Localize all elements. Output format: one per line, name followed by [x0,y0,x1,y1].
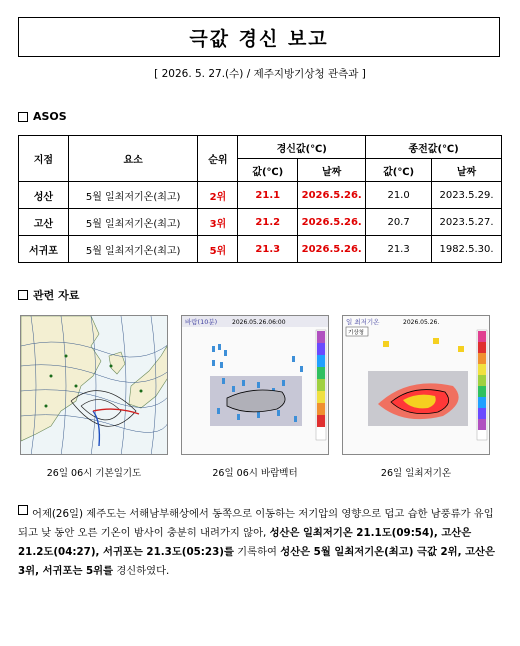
cell-value: 21.1 [238,182,298,209]
checkbox-icon [18,290,28,300]
cell-date: 2026.5.26. [298,209,366,236]
weather-chart-caption: 26일 06시 기본일기도 [46,468,142,479]
summary-text-1: 어제(26일) 제주도는 서해남부해상에서 동쪽으로 이동하는 저기압의 영향으로 덥고 습한 남풍류가 유입되고 낮 동안 오른 기온이 밤사이 충분히 내려가지 않아, [18,508,494,539]
cell-station: 고산 [19,209,69,236]
section-asos [18,110,67,123]
summary-text-3: 기록하여 [233,546,281,558]
min-temp-date: 2026.05.26. [403,319,440,326]
page-title: 극값 경신 보고 [18,17,500,57]
summary-text-2: 성산은 일최저기온 21.1도(09:54), 고산은 21.2도(04:27), 서귀포는 21.3도(05:23)를 [18,527,472,558]
cell-element: 5월 일최저기온(최고) [68,182,198,209]
cell-value: 21.2 [238,209,298,236]
cell-prev-value: 21.3 [366,236,432,263]
summary-text-4: 성산은 5월 일최저기온(최고) 극값 2위, 고산은 3위, 서귀포는 5위를 [18,546,495,577]
min-temp-image [342,315,490,455]
table-row [19,236,502,263]
cell-rank: 2위 [198,182,238,209]
wind-vector-label: 바람(10분) [185,318,218,326]
records-table [18,135,502,263]
cell-prev-value: 20.7 [366,209,432,236]
cell-rank: 3위 [198,209,238,236]
checkbox-icon [18,112,28,122]
cell-element: 5월 일최저기온(최고) [68,236,198,263]
min-temp-label: 일 최저기온 [346,318,380,326]
cell-value: 21.3 [238,236,298,263]
header-rank: 순위 [198,136,238,182]
header-prev: 종전값(℃) [366,136,502,159]
report-subtitle: [ 2026. 5. 27.(수) / 제주지방기상청 관측과 ] [154,68,366,80]
cell-element: 5월 일최저기온(최고) [68,209,198,236]
header-date: 날짜 [298,159,366,182]
cell-station: 성산 [19,182,69,209]
wind-vector-time: 2026.05.26.06:00 [232,319,286,326]
table-row [19,209,502,236]
cell-prev-date: 2023.5.27. [432,209,502,236]
cell-rank: 5위 [198,236,238,263]
header-value: 값(℃) [238,159,298,182]
summary-paragraph [18,505,500,581]
section-related-label: 관련 자료 [33,289,80,302]
section-related [18,287,79,303]
min-temp-caption: 26일 일최저기온 [380,468,452,479]
cell-prev-value: 21.0 [366,182,432,209]
header-station: 지점 [19,136,69,182]
header-new: 경신값(℃) [238,136,366,159]
cell-station: 서귀포 [19,236,69,263]
weather-chart-image [20,315,168,455]
section-asos-label: ASOS [33,110,67,123]
cell-prev-date: 2023.5.29. [432,182,502,209]
header-element: 요소 [68,136,198,182]
cell-date: 2026.5.26. [298,182,366,209]
wind-vector-caption: 26일 06시 바람벡터 [212,468,298,479]
header-prev-date: 날짜 [432,159,502,182]
header-prev-value: 값(℃) [366,159,432,182]
cell-prev-date: 1982.5.30. [432,236,502,263]
wind-vector-image [181,315,329,455]
summary-text-5: 경신하였다. [113,565,170,577]
cell-date: 2026.5.26. [298,236,366,263]
table-row [19,182,502,209]
min-temp-sub: 기상청 [348,330,364,336]
